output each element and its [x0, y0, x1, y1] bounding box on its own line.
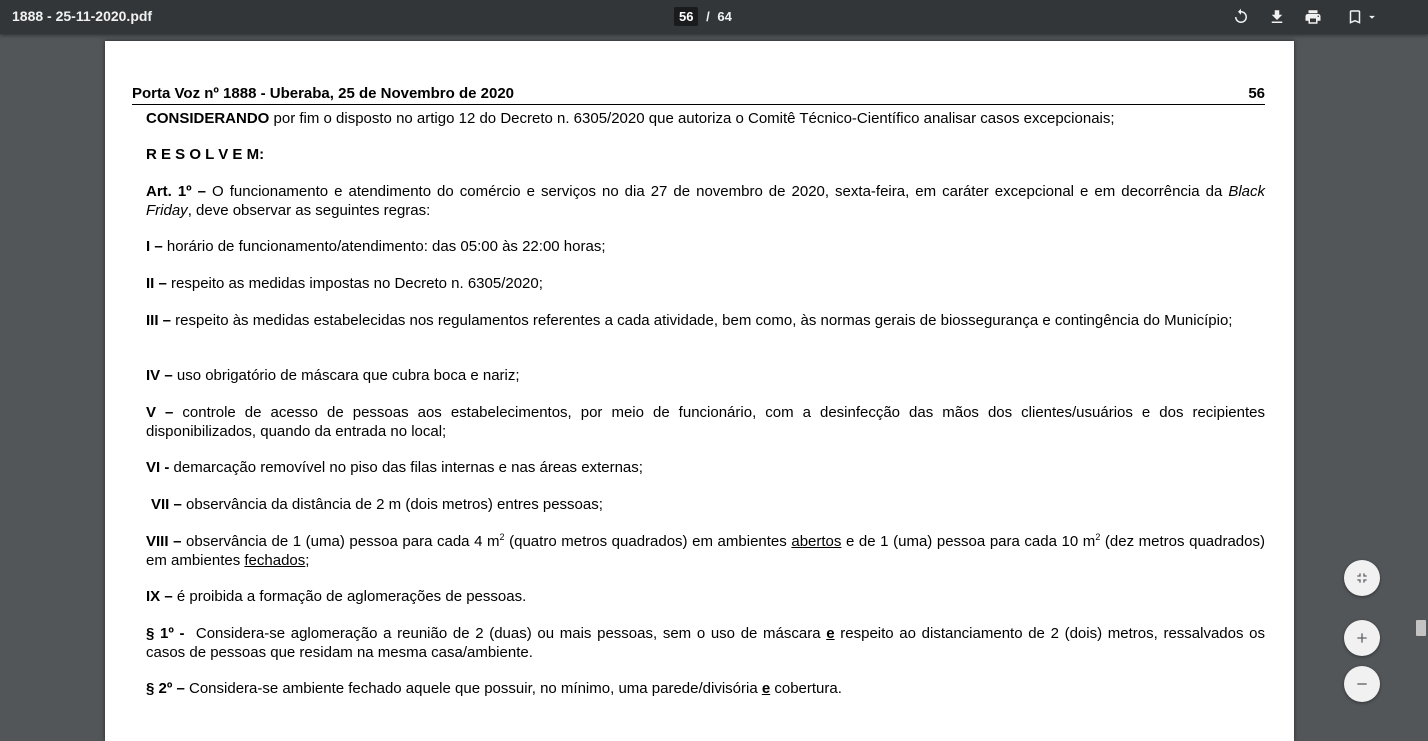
text: uso obrigatório de máscara que cubra boca e nariz; [172, 367, 520, 384]
bold-lead: II – [146, 275, 167, 292]
italic-text: Black Friday [146, 183, 1266, 219]
text: é proibida a formação de aglomerações de pessoas. [172, 588, 527, 605]
scrollbar-thumb[interactable] [1416, 620, 1426, 636]
item-viii [146, 533, 1265, 570]
bold-lead: § 1º - [146, 625, 185, 642]
text: respeito ao distanciamento de 2 (dois) metros, ressalvados os casos de pessoas que residam na mesma casa/ambiente. [146, 625, 1270, 661]
bookmark-icon[interactable] [1345, 7, 1365, 27]
text: respeito às medidas estabelecidas nos regulamentos referentes a cada atividade, bem como, às normas gerais de biossegurança e contingência do Município; [171, 312, 1233, 329]
pdf-viewer [0, 34, 1428, 712]
item-iv [146, 367, 1265, 386]
zoom-out-button[interactable] [1344, 666, 1380, 702]
text: controle de acesso de pessoas aos estabelecimentos, por meio de funcionário, com a desinfecção das mãos dos clientes/usuários e dos recipientes disponibilizados, quando da entrada no local; [146, 404, 1266, 440]
text: cobertura. [770, 680, 842, 697]
fit-to-page-button[interactable] [1344, 560, 1380, 596]
rotate-icon[interactable] [1231, 7, 1251, 27]
paragraph-s2 [146, 680, 1265, 699]
download-icon[interactable] [1267, 7, 1287, 27]
bold-lead: IX – [146, 588, 173, 605]
document-title: 1888 - 25-11-2020.pdf [12, 8, 153, 24]
bold-lead: VII – [151, 496, 182, 513]
item-iii [146, 312, 1265, 331]
item-vi [146, 459, 1265, 478]
text: ; [305, 551, 310, 569]
bold-lead: VI - [146, 459, 170, 476]
text: observância da distância de 2 m (dois metros) entres pessoas; [181, 496, 603, 513]
underlined-text: fechados [244, 551, 306, 569]
pdf-toolbar [0, 0, 1428, 34]
bold-lead: Art. 1º – [146, 183, 207, 200]
text: (dez metros quadrados) em ambientes [146, 533, 1265, 569]
superscript: 2 [499, 532, 505, 542]
bold-lead: V – [146, 404, 174, 421]
page-indicator [674, 7, 732, 26]
paragraph-considerando [146, 110, 1265, 129]
bold-lead: § 2º – [146, 680, 185, 697]
text: respeito as medidas impostas no Decreto n. 6305/2020; [166, 275, 543, 292]
underlined-text: e [761, 680, 771, 697]
page-separator: / [706, 9, 710, 24]
paragraph-s1 [146, 625, 1270, 662]
text: e de 1 (uma) pessoa para cada 10 m [841, 533, 1096, 550]
zoom-out-icon [1354, 676, 1370, 692]
item-ix [146, 588, 1265, 607]
text: horário de funcionamento/atendimento: das 05:00 às 22:00 horas; [162, 238, 606, 255]
fit-to-page-icon [1354, 570, 1370, 586]
superscript: 2 [1095, 532, 1101, 542]
bold-lead: III – [146, 312, 172, 329]
text: demarcação removível no piso das filas internas e nas áreas externas; [169, 459, 643, 476]
zoom-in-button[interactable] [1344, 620, 1380, 656]
underlined-text: abertos [791, 533, 842, 550]
text: por fim o disposto no artigo 12 do Decreto n. 6305/2020 que autoriza o Comitê Técnico-Científico analisar casos excepcionais; [269, 110, 1115, 127]
print-icon[interactable] [1303, 7, 1323, 27]
vertical-scrollbar[interactable] [1412, 34, 1428, 712]
text: O funcionamento e atendimento do comércio e serviços no dia 27 de novembro de 2020, sexta-feira, em caráter excepcional e em decorrência da [206, 183, 1229, 200]
item-vii [151, 496, 1265, 515]
bold-lead: I – [146, 238, 163, 255]
page-header [132, 85, 1265, 105]
underlined-text: e [826, 625, 835, 642]
current-page-input[interactable]: 56 [674, 7, 698, 26]
resolvem-heading: R E S O L V E M: [146, 146, 265, 163]
text: Considera-se ambiente fechado aquele que possuir, no mínimo, uma parede/divisória [184, 680, 762, 697]
text: Considera-se aglomeração a reunião de 2 (duas) ou mais pessoas, sem o uso de máscara [184, 625, 827, 642]
item-i [146, 238, 1265, 257]
total-pages: 64 [717, 9, 732, 24]
pdf-page [105, 41, 1294, 741]
text: , deve observar as seguintes regras: [187, 201, 431, 219]
bold-lead: IV – [146, 367, 173, 384]
text: observância de 1 (uma) pessoa para cada 4 m [181, 533, 500, 550]
paragraph-art1 [146, 183, 1265, 220]
zoom-in-icon [1354, 630, 1370, 646]
header-title: Porta Voz nº 1888 - Uberaba, 25 de Novembro de 2020 [132, 85, 515, 102]
chevron-down-icon[interactable] [1365, 7, 1379, 27]
item-v [146, 404, 1265, 441]
item-ii [146, 275, 1265, 294]
bold-lead: CONSIDERANDO [146, 110, 270, 127]
bold-lead: VIII – [146, 533, 182, 550]
header-page-number: 56 [1248, 85, 1265, 102]
text: (quatro metros quadrados) em ambientes [504, 533, 792, 550]
